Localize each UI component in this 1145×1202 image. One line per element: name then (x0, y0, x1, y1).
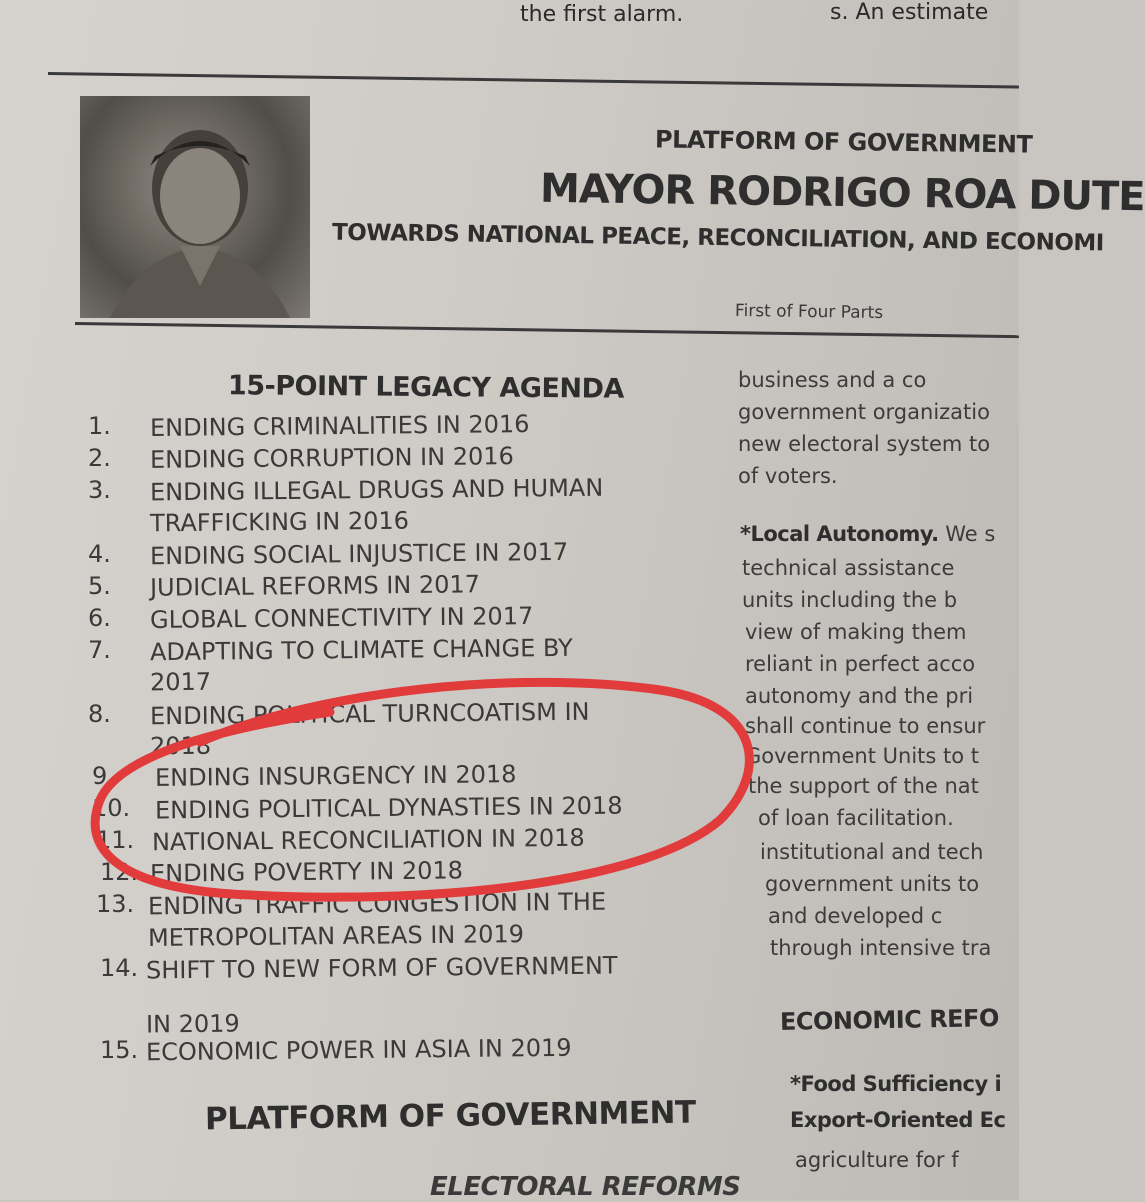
agenda-item-number: 2. (88, 444, 111, 472)
right-line: shall continue to ensur (745, 714, 986, 738)
agenda-item-text: ENDING TRAFFIC CONGESTION IN THE (147, 887, 607, 921)
header-name: MAYOR RODRIGO ROA DUTE (539, 165, 1145, 221)
right-line: of voters. (738, 464, 838, 488)
agenda-item-number: 4. (88, 540, 111, 568)
agenda-item-number: 7. (88, 636, 111, 664)
agenda-item-text: NATIONAL RECONCILIATION IN 2018 (151, 823, 585, 857)
agenda-item-number: 9. (92, 762, 115, 790)
prev-article-fragment-right: s. An estimate (830, 0, 989, 25)
agenda-item-number: 1. (88, 412, 111, 440)
right-line: Government Units to t (745, 744, 979, 768)
right-line: the support of the nat (748, 774, 979, 798)
agenda-item-text: ENDING POLITICAL DYNASTIES IN 2018 (154, 791, 623, 825)
agenda-item-text: METROPOLITAN AREAS IN 2019 (147, 920, 525, 952)
agenda-item-text: ENDING INSURGENCY IN 2018 (154, 760, 517, 792)
agenda-item-text: SHIFT TO NEW FORM OF GOVERNMENT (145, 951, 618, 985)
agenda-item-text: ADAPTING TO CLIMATE CHANGE BY (149, 633, 573, 667)
agenda-item-number: 14. (100, 954, 139, 982)
platform-footer-title: PLATFORM OF GOVERNMENT (204, 1094, 696, 1138)
export-oriented-label: Export-Oriented Ec (790, 1108, 1006, 1132)
header-kicker: PLATFORM OF GOVERNMENT (654, 125, 1033, 159)
agriculture-line: agriculture for f (795, 1148, 959, 1172)
economic-reforms-heading: ECONOMIC REFO (779, 1004, 1000, 1036)
agenda-item-text: ENDING CRIMINALITIES IN 2016 (149, 410, 530, 442)
agenda-item-text: IN 2019 (145, 1009, 240, 1039)
agenda-item-text: TRAFFICKING IN 2016 (149, 506, 410, 538)
food-sufficiency-label: *Food Sufficiency i (790, 1072, 1002, 1096)
agenda-item-number: 13. (96, 890, 135, 918)
agenda-item-number: 11. (96, 826, 135, 854)
right-line: new electoral system to (738, 432, 991, 456)
agenda-item-text: 2018 (149, 731, 212, 761)
agenda-item-number: 8. (88, 700, 111, 728)
right-line: institutional and tech (760, 840, 984, 864)
agenda-item-text: ENDING ILLEGAL DRUGS AND HUMAN (149, 473, 604, 507)
right-line: autonomy and the pri (745, 684, 974, 708)
agenda-item-number: 10. (92, 794, 131, 822)
agenda-item-text: ENDING POLITICAL TURNCOATISM IN (149, 697, 590, 731)
right-line: units including the b (742, 588, 958, 612)
agenda-item-text: ENDING POVERTY IN 2018 (149, 856, 464, 888)
agenda-item-number: 12. (100, 858, 139, 886)
agenda-item-text: ECONOMIC POWER IN ASIA IN 2019 (145, 1033, 572, 1067)
prev-article-fragment-left: the first alarm. (520, 2, 684, 27)
right-line: of loan facilitation. (758, 806, 954, 830)
right-line: technical assistance (742, 556, 955, 580)
agenda-item-text: ENDING SOCIAL INJUSTICE IN 2017 (149, 537, 569, 571)
right-line: government organizatio (738, 400, 990, 424)
agenda-item-text: GLOBAL CONNECTIVITY IN 2017 (149, 601, 534, 635)
electoral-reforms-heading: ELECTORAL REFORMS (430, 1172, 741, 1202)
header-subtitle: TOWARDS NATIONAL PEACE, RECONCILIATION, AND ECONOMI (331, 219, 1104, 257)
agenda-item-number: 15. (100, 1036, 139, 1064)
right-line: view of making them (745, 620, 967, 644)
right-line: reliant in perfect acco (745, 652, 976, 676)
local-autonomy-text: We s (938, 522, 996, 546)
local-autonomy-label: *Local Autonomy. (740, 522, 939, 546)
right-line: and developed c (768, 904, 943, 928)
right-line: government units to (765, 872, 980, 896)
agenda-item-number: 6. (88, 604, 111, 632)
part-note: First of Four Parts (734, 300, 884, 324)
right-line: through intensive tra (770, 936, 992, 960)
agenda-item-text: ENDING CORRUPTION IN 2016 (149, 442, 514, 474)
right-line: business and a co (738, 368, 927, 392)
agenda-item-text: JUDICIAL REFORMS IN 2017 (149, 570, 481, 602)
agenda-item-text: 2017 (149, 667, 212, 697)
agenda-title: 15-POINT LEGACY AGENDA (227, 370, 624, 405)
agenda-item-number: 3. (88, 476, 111, 504)
agenda-item-number: 5. (88, 572, 111, 600)
